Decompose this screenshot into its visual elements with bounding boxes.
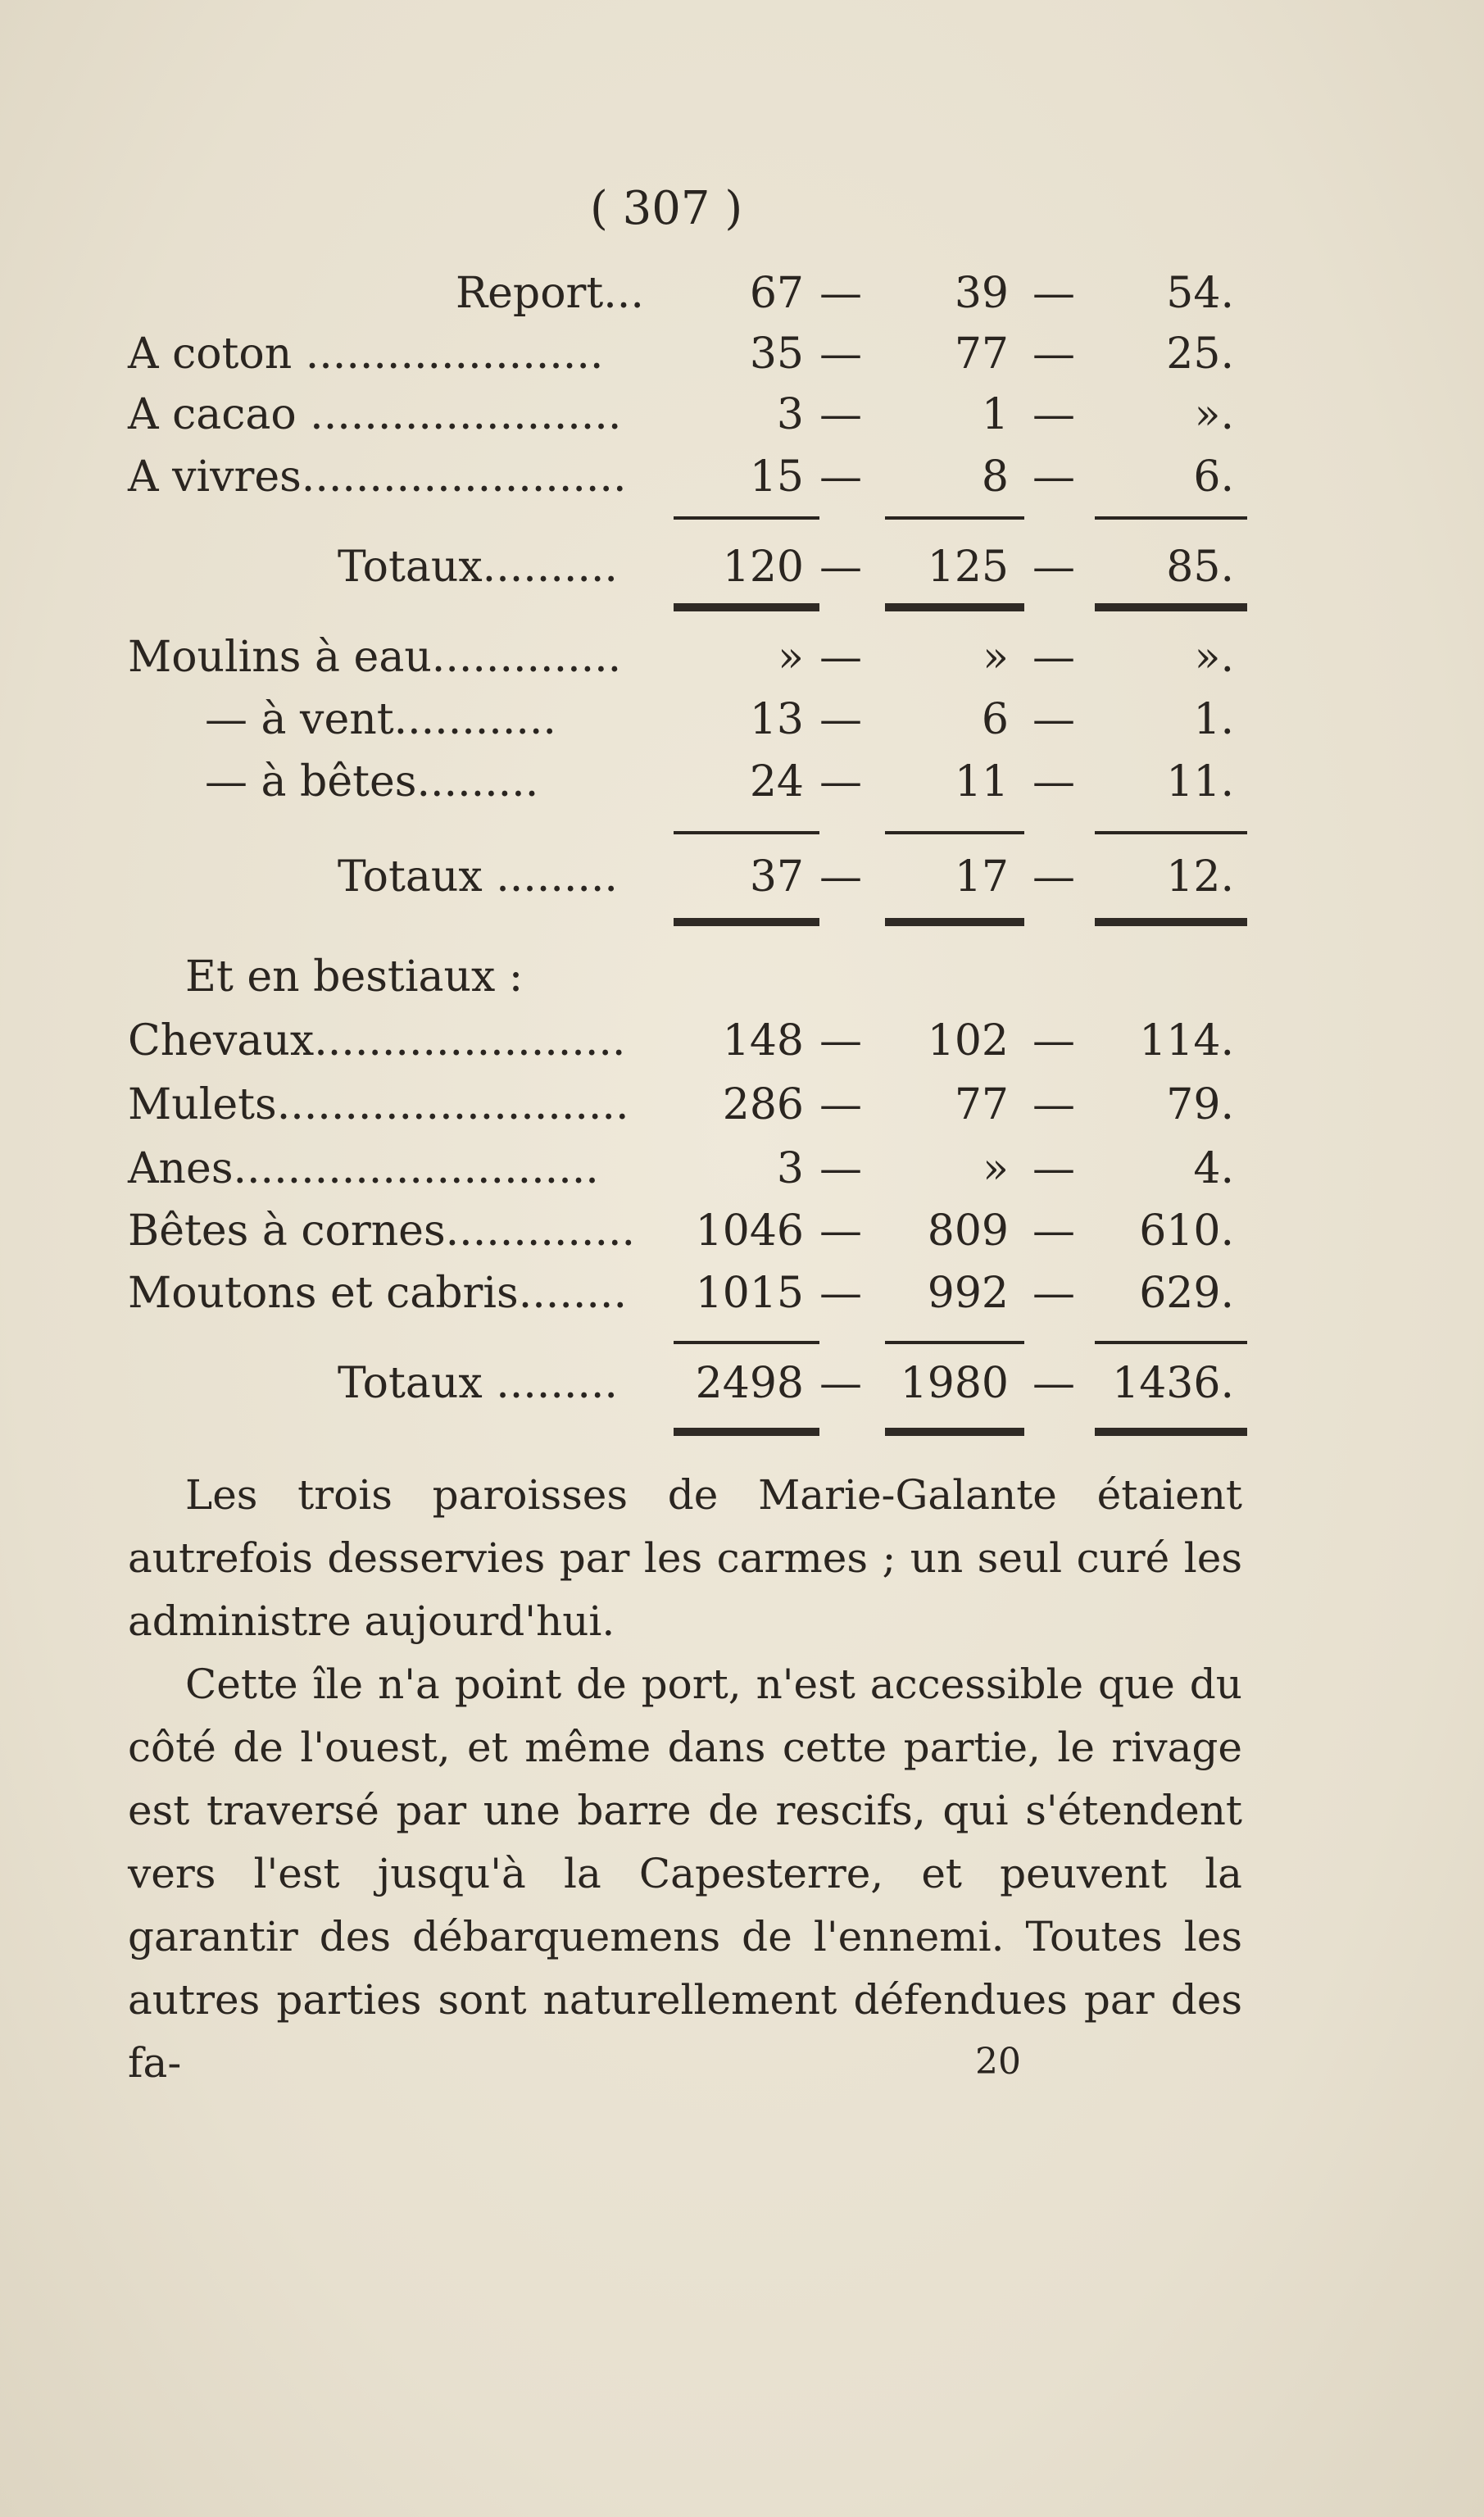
table-row (0, 329, 1484, 387)
dash: — (819, 452, 862, 502)
dash: — (1032, 452, 1075, 502)
sum-rule (674, 516, 819, 520)
value-col2: » (983, 633, 1009, 682)
value-col1: 2498 (695, 1359, 804, 1408)
dash: — (819, 852, 862, 902)
sum-rule (674, 831, 819, 834)
row-label: Totaux ......... (338, 852, 618, 902)
table-row (0, 633, 1484, 690)
dash: — (819, 757, 862, 806)
totals-row (0, 1359, 1484, 1416)
sum-rule (885, 831, 1024, 834)
value-col3: 4. (1193, 1144, 1234, 1193)
value-col2: 77 (954, 329, 1009, 379)
sum-rule (1095, 1341, 1247, 1344)
total-underline (674, 918, 819, 926)
value-col2: 1 (981, 390, 1009, 439)
value-col1: 67 (749, 269, 804, 318)
dash: — (1032, 1269, 1075, 1318)
row-label: Moulins à eau.............. (128, 633, 622, 682)
dash: — (1032, 695, 1075, 744)
dash: — (819, 1080, 862, 1129)
value-col3: 6. (1193, 452, 1234, 502)
value-col2: 1980 (900, 1359, 1009, 1408)
table-row (0, 1269, 1484, 1326)
dash: — (819, 695, 862, 744)
dash: — (819, 1016, 862, 1065)
sum-rule (885, 1341, 1024, 1344)
row-label: Report... (456, 269, 644, 318)
value-col3: 114. (1139, 1016, 1234, 1065)
total-underline (885, 1428, 1024, 1436)
dash: — (1032, 543, 1075, 592)
sum-rule (1095, 516, 1247, 520)
table-row (0, 757, 1484, 815)
sum-rule (674, 1341, 819, 1344)
dash: — (1032, 1016, 1075, 1065)
table-row (0, 452, 1484, 510)
total-underline (1095, 918, 1247, 926)
report-row (0, 269, 1484, 326)
value-col1: 37 (749, 852, 804, 902)
totals-row (0, 543, 1484, 600)
total-underline (885, 603, 1024, 611)
value-col1: 3 (776, 1144, 804, 1193)
value-col1: 3 (776, 390, 804, 439)
value-col1: 15 (749, 452, 804, 502)
value-col3: 12. (1166, 852, 1234, 902)
row-label: Chevaux....................... (128, 1016, 626, 1065)
value-col1: 35 (749, 329, 804, 379)
sum-rule (885, 516, 1024, 520)
value-col2: 102 (927, 1016, 1009, 1065)
row-label: Totaux ......... (338, 1359, 618, 1408)
paragraph: Cette île n'a point de port, n'est accessible que du côté de l'ouest, et même dans cette partie, le rivage est traversé par une barre de rescifs, qui s'étendent vers l'est jusqu'à la Capesterre, et peuvent la garantir des débarquemens de l'ennemi. Toutes les autres parties sont naturellement défendues par des fa- (128, 1661, 1242, 2087)
dash: — (1032, 1359, 1075, 1408)
dash: — (819, 1269, 862, 1318)
value-col1: 1046 (695, 1206, 804, 1256)
table-row (0, 390, 1484, 448)
dash: — (1032, 852, 1075, 902)
value-col2: 809 (927, 1206, 1009, 1256)
value-col2: » (983, 1144, 1009, 1193)
total-underline (1095, 1428, 1247, 1436)
total-underline (674, 1428, 819, 1436)
value-col2: 39 (954, 269, 1009, 318)
total-underline (1095, 603, 1247, 611)
table-row (0, 1206, 1484, 1264)
value-col1: 286 (722, 1080, 804, 1129)
dash: — (1032, 1206, 1075, 1256)
value-col2: 77 (954, 1080, 1009, 1129)
value-col1: 148 (722, 1016, 804, 1065)
value-col3: 1. (1193, 695, 1234, 744)
total-underline (885, 918, 1024, 926)
value-col1: 1015 (695, 1269, 804, 1318)
value-col3: 1436. (1112, 1359, 1234, 1408)
dash: — (1032, 1144, 1075, 1193)
body-text (128, 1464, 1242, 2095)
value-col3: 629. (1139, 1269, 1234, 1318)
section-heading: Et en bestiaux : (185, 952, 524, 1002)
value-col1: » (778, 633, 804, 682)
value-col1: 24 (749, 757, 804, 806)
value-col3: 79. (1166, 1080, 1234, 1129)
value-col2: 125 (927, 543, 1009, 592)
value-col3: 610. (1139, 1206, 1234, 1256)
dash: — (1032, 269, 1075, 318)
value-col3: 11. (1166, 757, 1234, 806)
row-label: A coton ...................... (128, 329, 604, 379)
row-label: Moutons et cabris........ (128, 1269, 627, 1318)
value-col3: ». (1194, 390, 1234, 439)
value-col3: 54. (1166, 269, 1234, 318)
row-label: A vivres........................ (128, 452, 627, 502)
paragraph: Les trois paroisses de Marie-Galante étaient autrefois desservies par les carmes ; un seul curé les administre aujourd'hui. (128, 1471, 1242, 1645)
table-row (0, 1144, 1484, 1202)
value-col2: 11 (954, 757, 1009, 806)
row-label: — à vent............ (205, 695, 556, 744)
value-col1: 13 (749, 695, 804, 744)
row-label: Totaux.......... (338, 543, 618, 592)
row-label: — à bêtes......... (205, 757, 539, 806)
dash: — (1032, 757, 1075, 806)
totals-row (0, 852, 1484, 910)
dash: — (819, 1144, 862, 1193)
dash: — (819, 633, 862, 682)
row-label: Bêtes à cornes.............. (128, 1206, 636, 1256)
dash: — (1032, 633, 1075, 682)
dash: — (1032, 1080, 1075, 1129)
dash: — (819, 329, 862, 379)
value-col2: 992 (927, 1269, 1009, 1318)
row-label: Mulets.......................... (128, 1080, 629, 1129)
value-col1: 120 (722, 543, 804, 592)
dash: — (1032, 329, 1075, 379)
table-row (0, 695, 1484, 752)
dash: — (819, 269, 862, 318)
value-col3: 85. (1166, 543, 1234, 592)
table-row (0, 1080, 1484, 1138)
value-col3: ». (1194, 633, 1234, 682)
dash: — (819, 1359, 862, 1408)
sum-rule (1095, 831, 1247, 834)
value-col2: 6 (981, 695, 1009, 744)
value-col2: 8 (981, 452, 1009, 502)
row-label: A cacao ....................... (128, 390, 622, 439)
row-label: Anes........................... (128, 1144, 599, 1193)
value-col2: 17 (954, 852, 1009, 902)
dash: — (1032, 390, 1075, 439)
dash: — (819, 543, 862, 592)
value-col3: 25. (1166, 329, 1234, 379)
table-row (0, 1016, 1484, 1074)
dash: — (819, 390, 862, 439)
total-underline (674, 603, 819, 611)
dash: — (819, 1206, 862, 1256)
page-number: ( 307 ) (590, 182, 743, 235)
signature-mark: 20 (975, 2041, 1021, 2083)
